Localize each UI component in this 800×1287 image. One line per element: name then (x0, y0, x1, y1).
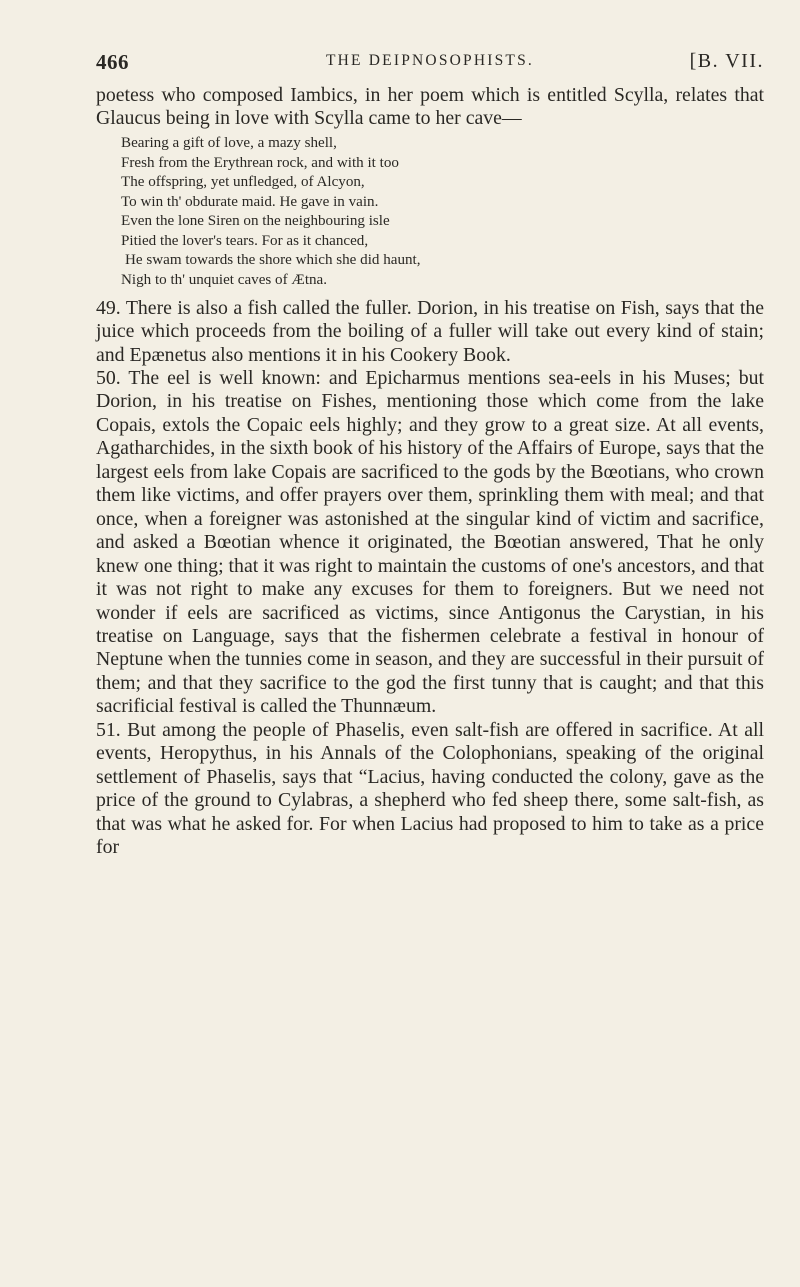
running-header (96, 50, 764, 82)
verse-line: To win th' obdurate maid. He gave in vain. (121, 193, 379, 210)
intro-paragraph: poetess who composed Iambics, in her poem which is entitled Scylla, relates that Glaucus being in love with Scylla came to her cave— (96, 84, 764, 130)
page-number: 466 (96, 50, 129, 74)
verse-line: Bearing a gift of love, a mazy shell, (121, 134, 337, 151)
verse-line: The offspring, yet unfledged, of Alcyon, (121, 174, 365, 191)
verse-line: Nigh to th' unquiet caves of Ætna. (121, 272, 328, 289)
verse-block (121, 134, 764, 291)
verse-line: Pitied the lover's tears. For as it chanced, (121, 232, 369, 249)
paragraph-50: 50. The eel is well known: and Epicharmus mentions sea-eels in his Muses; but Dorion, in his treatise on Fishes, mentioning those which come from the lake Copais, extols the Copaic eels highly; and they grow to a great size. At all events, Agatharchides, in the sixth book of his history of the Affairs of Europe, says that the largest eels from lake Copais are sacrificed to the gods by the Bœotians, who crown them like victims, and offer prayers over them, sprinkling them with meal; and that once, when a foreigner was astonished at the singular kind of victim and sacrifice, and asked a Bœotian whence it originated, the Bœotian answered, That he only knew one thing; that it was right to maintain the customs of one's ancestors, and that it was not right to make any excuses for them to foreigners. But we need not wonder if eels are sacrificed as victims, since Antigonus the Carystian, in his treatise on Language, says that the fishermen celebrate a festival in honour of Neptune when the tunnies come in season, and they are successful in their pursuit of them; and that they sacrifice to the god the first tunny that is caught; and that this sacrificial festival is called the Thunnæum. (96, 367, 764, 718)
running-title: THE DEIPNOSOPHISTS. (325, 52, 534, 69)
verse-line: Fresh from the Erythrean rock, and with it too (121, 154, 399, 171)
paragraph-51: 51. But among the people of Phaselis, even salt-fish are offered in sacrifice. At all events, Heropythus, in his Annals of the Colophonians, speaking of the original settlement of Phaselis, says that “Lacius, having conducted the colony, gave as the price of the ground to Cylabras, a shepherd who fed sheep there, some salt-fish, as that was what he asked for. For when Lacius had proposed to him to take as a price for (96, 718, 764, 859)
page-body (96, 84, 764, 860)
book-number: [B. VII. (689, 50, 764, 72)
verse-line: Even the lone Siren on the neighbouring isle (121, 213, 390, 230)
verse-line: He swam towards the shore which she did haunt, (125, 252, 421, 269)
paragraph-49: 49. There is also a fish called the fuller. Dorion, in his treatise on Fish, says that the juice which proceeds from the boiling of a fuller will take out every kind of stain; and Epænetus also mentions it in his Cookery Book. (96, 296, 764, 366)
